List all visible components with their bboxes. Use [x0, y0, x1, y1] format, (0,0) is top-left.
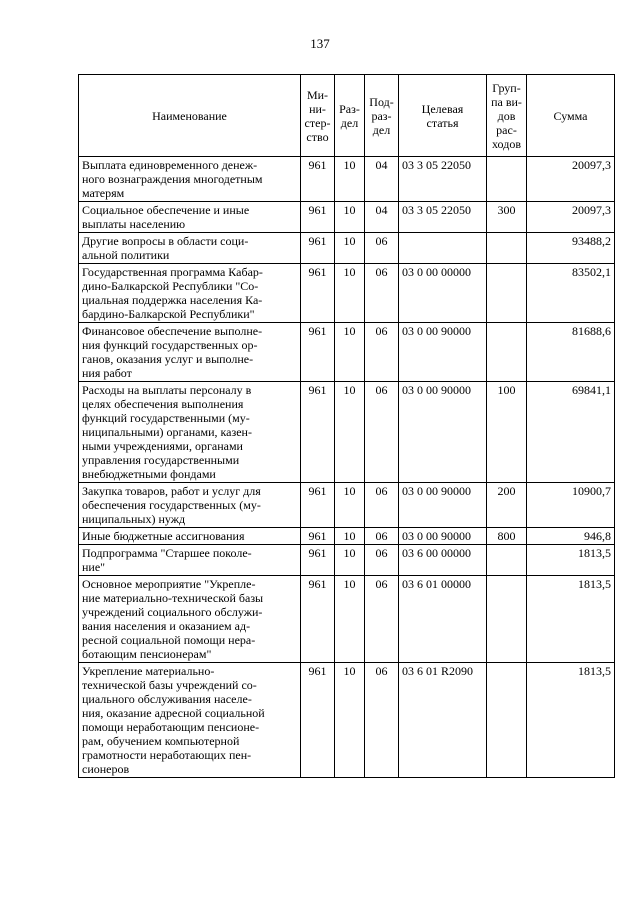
table-row: [79, 382, 615, 483]
header-gruppa: Груп- па ви- дов рас- ходов: [487, 75, 527, 157]
cell-ministry: 961: [301, 202, 335, 233]
cell-ministry: 961: [301, 323, 335, 382]
cell-name: Выплата единовременного денеж- ного вознаграждения многодетным матерям: [79, 157, 301, 202]
page-number: 137: [310, 36, 330, 51]
cell-gruppa: [487, 233, 527, 264]
cell-podrazdel: 06: [365, 382, 399, 483]
cell-podrazdel: 06: [365, 323, 399, 382]
table-row: [79, 264, 615, 323]
cell-celevaya: 03 0 00 90000: [399, 323, 487, 382]
cell-podrazdel: 06: [365, 264, 399, 323]
cell-celevaya: 03 6 01 R2090: [399, 663, 487, 778]
cell-name: Иные бюджетные ассигнования: [79, 528, 301, 545]
cell-ministry: 961: [301, 663, 335, 778]
cell-razdel: 10: [335, 483, 365, 528]
cell-podrazdel: 06: [365, 663, 399, 778]
header-razdel: Раз- дел: [335, 75, 365, 157]
cell-podrazdel: 04: [365, 157, 399, 202]
cell-celevaya: 03 0 00 00000: [399, 264, 487, 323]
table-row: [79, 233, 615, 264]
cell-gruppa: 200: [487, 483, 527, 528]
cell-ministry: 961: [301, 576, 335, 663]
cell-gruppa: [487, 264, 527, 323]
cell-podrazdel: 06: [365, 528, 399, 545]
cell-ministry: 961: [301, 382, 335, 483]
cell-podrazdel: 06: [365, 576, 399, 663]
cell-name: Укрепление материально- технической базы учреждений со- циального обслуживания населе- ния, оказание адресной социальной помощи неработающим пенсионе- рам, обучением компьютерной грамотности неработающих пен- сионеров: [79, 663, 301, 778]
header-summa: Сумма: [527, 75, 615, 157]
cell-celevaya: 03 0 00 90000: [399, 528, 487, 545]
cell-gruppa: [487, 323, 527, 382]
cell-name: Расходы на выплаты персоналу в целях обеспечения выполнения функций государственными (му- ниципальными) органами, казен- ными учреждениями, органами управления государственными внебюджетными фондами: [79, 382, 301, 483]
cell-ministry: 961: [301, 528, 335, 545]
cell-summa: 1813,5: [527, 576, 615, 663]
cell-celevaya: 03 0 00 90000: [399, 483, 487, 528]
cell-name: Подпрограмма "Старшее поколе- ние": [79, 545, 301, 576]
cell-gruppa: [487, 663, 527, 778]
cell-celevaya: 03 6 00 00000: [399, 545, 487, 576]
cell-razdel: 10: [335, 576, 365, 663]
cell-razdel: 10: [335, 545, 365, 576]
cell-celevaya: 03 3 05 22050: [399, 157, 487, 202]
table-header-row: [79, 75, 615, 157]
cell-summa: 93488,2: [527, 233, 615, 264]
cell-ministry: 961: [301, 157, 335, 202]
header-podrazdel: Под- раз- дел: [365, 75, 399, 157]
cell-ministry: 961: [301, 545, 335, 576]
cell-summa: 10900,7: [527, 483, 615, 528]
cell-gruppa: [487, 157, 527, 202]
table-row: [79, 323, 615, 382]
cell-summa: 83502,1: [527, 264, 615, 323]
cell-name: Государственная программа Кабар- дино-Балкарской Республики "Со- циальная поддержка населения Ка- бардино-Балкарской Республики": [79, 264, 301, 323]
cell-gruppa: 100: [487, 382, 527, 483]
cell-gruppa: 800: [487, 528, 527, 545]
cell-celevaya: 03 6 01 00000: [399, 576, 487, 663]
cell-podrazdel: 04: [365, 202, 399, 233]
cell-podrazdel: 06: [365, 233, 399, 264]
cell-summa: 946,8: [527, 528, 615, 545]
cell-name: Социальное обеспечение и иные выплаты населению: [79, 202, 301, 233]
cell-gruppa: 300: [487, 202, 527, 233]
cell-razdel: 10: [335, 202, 365, 233]
cell-name: Другие вопросы в области соци- альной политики: [79, 233, 301, 264]
cell-summa: 20097,3: [527, 157, 615, 202]
header-ministry: Ми- ни- стер- ство: [301, 75, 335, 157]
cell-razdel: 10: [335, 233, 365, 264]
cell-razdel: 10: [335, 528, 365, 545]
header-name: Наименование: [79, 75, 301, 157]
budget-table: [78, 74, 615, 778]
cell-razdel: 10: [335, 382, 365, 483]
cell-name: Закупка товаров, работ и услуг для обеспечения государственных (му- ниципальных) нужд: [79, 483, 301, 528]
cell-summa: 69841,1: [527, 382, 615, 483]
table-row: [79, 528, 615, 545]
cell-ministry: 961: [301, 233, 335, 264]
header-celevaya: Целевая статья: [399, 75, 487, 157]
cell-ministry: 961: [301, 264, 335, 323]
cell-razdel: 10: [335, 663, 365, 778]
cell-podrazdel: 06: [365, 545, 399, 576]
table-row: [79, 157, 615, 202]
table-row: [79, 483, 615, 528]
cell-summa: 20097,3: [527, 202, 615, 233]
cell-razdel: 10: [335, 264, 365, 323]
cell-name: Основное мероприятие "Укрепле- ние материально-технической базы учреждений социального обслужи- вания населения и оказанием ад- ресной социальной помощи нера- ботающим пенсионерам": [79, 576, 301, 663]
cell-razdel: 10: [335, 323, 365, 382]
cell-celevaya: [399, 233, 487, 264]
cell-podrazdel: 06: [365, 483, 399, 528]
cell-summa: 1813,5: [527, 545, 615, 576]
cell-summa: 1813,5: [527, 663, 615, 778]
cell-name: Финансовое обеспечение выполне- ния функций государственных ор- ганов, оказания услуг и выполне- ния работ: [79, 323, 301, 382]
cell-celevaya: 03 3 05 22050: [399, 202, 487, 233]
table-row: [79, 202, 615, 233]
cell-gruppa: [487, 576, 527, 663]
cell-ministry: 961: [301, 483, 335, 528]
cell-razdel: 10: [335, 157, 365, 202]
cell-celevaya: 03 0 00 90000: [399, 382, 487, 483]
table-row: [79, 576, 615, 663]
cell-gruppa: [487, 545, 527, 576]
table-row: [79, 545, 615, 576]
cell-summa: 81688,6: [527, 323, 615, 382]
table-row: [79, 663, 615, 778]
